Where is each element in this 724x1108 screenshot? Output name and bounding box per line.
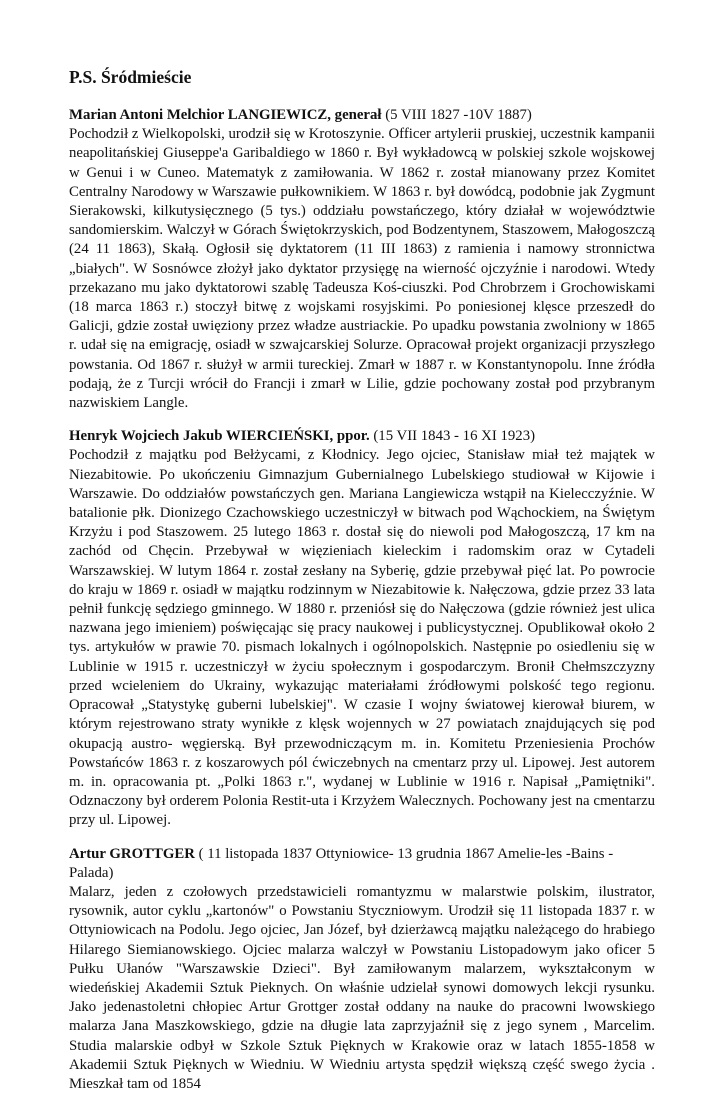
entry-heading: [69, 106, 655, 125]
biography-entry-langiewicz: [69, 106, 655, 413]
biography-entry-grottger: [69, 845, 655, 1095]
entry-dates: (5 VIII 1827 -10V 1887): [381, 107, 532, 123]
entry-body: Pochodził z Wielkopolski, urodził się w Krotoszynie. Officer artylerii pruskiej, uczestnik kampanii neapolitańskiej Giuseppe'a Garibaldiego w 1860 r. Był wykładowcą w polskiej szkole wojskowej w Genui i w Cuneo. Matematyk z zamiłowania. W 1862 r. został mianowany przez Komitet Centralny Narodowy w Warszawie pułkownikiem. W 1863 r. był dowódcą, podobnie jak Zygmunt Sierakowski, kilkutysięcznego (5 tys.) oddziału powstańczego, który działał w województwie sandomierskim. Walczył w Górach Świętokrzyskich, pod Bodzentynem, Staszowem, Małogoszczą (24 11 1863), Skałą. Ogłosił się dyktatorem (11 III 1863) z ramienia i namowy stronnictwa „białych". W Sosnówce złożył jako dyktator przysięgę na wierność ojczyźnie i narodowi. Wtedy przekazano mu jako dyktatorowi szablę Tadeusza Koś-ciuszki. Pod Chrobrzem i Grochowiskami (18 marca 1863 r.) stoczył bitwę z wojskami rosyjskimi. Po poniesionej klęsce przeszedł do Galicji, gdzie został uwięziony przez władze austriackie. Po upadku powstania zwolniony w 1865 r. udał się na emigrację, osiadł w szwajcarskiej Solurze. Opracował projekt organizacji przyszłego powstania. Od 1867 r. służył w armii tureckiej. Zmarł w 1887 r. w Konstantynopolu. Inne źródła podają, że z Turcji wrócił do Francji i zmarł w Lilie, gdzie pochowany został pod przybranym nazwiskiem Langle.: [69, 126, 655, 412]
entry-dates: (15 VII 1843 - 16 XI 1923): [369, 428, 536, 445]
entry-heading: [69, 845, 655, 883]
page-title: P.S. Śródmieście: [69, 67, 192, 87]
entry-dates: ( 11 listopada 1837 Ottyniowice- 13 grudnia 1867 Amelie-les -Bains -Palada): [69, 845, 614, 881]
entry-name: Marian Antoni Melchior LANGIEWICZ, generał: [69, 107, 382, 123]
document-page: [69, 66, 655, 1108]
entry-name: Artur GROTTGER: [69, 845, 195, 862]
entry-body: Malarz, jeden z czołowych przedstawicieli romantyzmu w malarstwie polskim, ilustrator, rysownik, autor cyklu „kartonów" o Powstaniu Styczniowym. Urodził się 11 listopada 1837 r. w Ottyniowicach na Podolu. Jego ojciec, Jan Józef, był dzierżawcą majątku należącego do hrabiego Hilarego Siemianowskiego. Ojciec malarza walczył w Powstaniu Listopadowym jako oficer 5 Pułku Ułanów "Warszawskie Dzieci". Był zamiłowanym malarzem, wykształconym w wiedeńskiej Akademii Sztuk Pieknych. On właśnie udzielał synowi domowych lekcji rysunku. Jako jedenastoletni chłopiec Artur Grottger został oddany na nauke do pracowni lwowskiego malarza Jana Maszkowskiego, gdzie na długie lata zaprzyjaźnił się z jego synem , Marcelim. Studia malarskie odbył w Szkole Sztuk Pięknych w Krakowie oraz w latach 1855-1858 w Akademii Sztuk Pięknych w Wiedniu. W Wiedniu artysta spędził większą część swego życia . Mieszkał tam od 1854: [69, 883, 655, 1092]
entry-body: Pochodził z majątku pod Bełżycami, z Kłodnicy. Jego ojciec, Stanisław miał też majątek w Niezabitowie. Po ukończeniu Gimnazjum Gubernialnego Lubelskiego studiował w Kijowie i Warszawie. Do oddziałów powstańczych gen. Mariana Langiewicza wstąpił na Kielecczyźnie. W batalionie płk. Dionizego Czachowskiego uczestniczył w bitwach pod Wąchockiem, na Świętym Krzyżu i pod Staszowem. 25 lutego 1863 r. dostał się do niewoli pod Małogoszczą, 17 km na zachód od Chęcin. Przebywał w więzieniach kieleckim i radomskim oraz w Cytadeli Warszawskiej. W lutym 1864 r. został zesłany na Syberię, gdzie przebywał pięć lat. Po powrocie do kraju w 1869 r. osiadł w majątku rodzinnym w Niezabitowie k. Nałęczowa, gdzie przez 33 lata pełnił funkcję sędziego gminnego. W 1880 r. przeniósł się do Nałęczowa (gdzie również jest ulica nazwana jego imieniem) poświęcając się pracy naukowej i publicystycznej. Opublikował około 2 tys. artykułów w prawie 70. pismach lokalnych i ogólnopolskich. Następnie po osiedleniu się w Lublinie w 1915 r. uczestniczył w życiu społecznym i gospodarczym. Bronił Chełmszczyzny przed wcieleniem do Ukrainy, wykazując materiałami źródłowymi polskość tego regionu. Opracował „Statystykę guberni lubelskiej". W czasie I wojny światowej kierował biurem, w którym rejestrowano straty wynikłe z klęsk wojennych w 27 powiatach znajdujących się pod okupacją austro- węgierską. Był przewodniczącym m. in. Komitetu Przeniesienia Prochów Powstańców 1863 r. z koszarowych pól ćwiczebnych na cmentarz przy ul. Lipowej. Jest autorem m. in. opracowania pt. „Polki 1863 r.", wydanej w Lublinie w 1916 r. Napisał „Pamiętniki". Odznaczony był orderem Polonia Restit-uta i Krzyżem Walecznych. Pochowany jest na cmentarzu przy ul. Lipowej.: [69, 447, 655, 829]
entry-name: Henryk Wojciech Jakub WIERCIEŃSKI, ppor.: [69, 428, 370, 445]
entry-heading: [69, 427, 655, 446]
biography-entry-wiercienski: [69, 427, 655, 830]
